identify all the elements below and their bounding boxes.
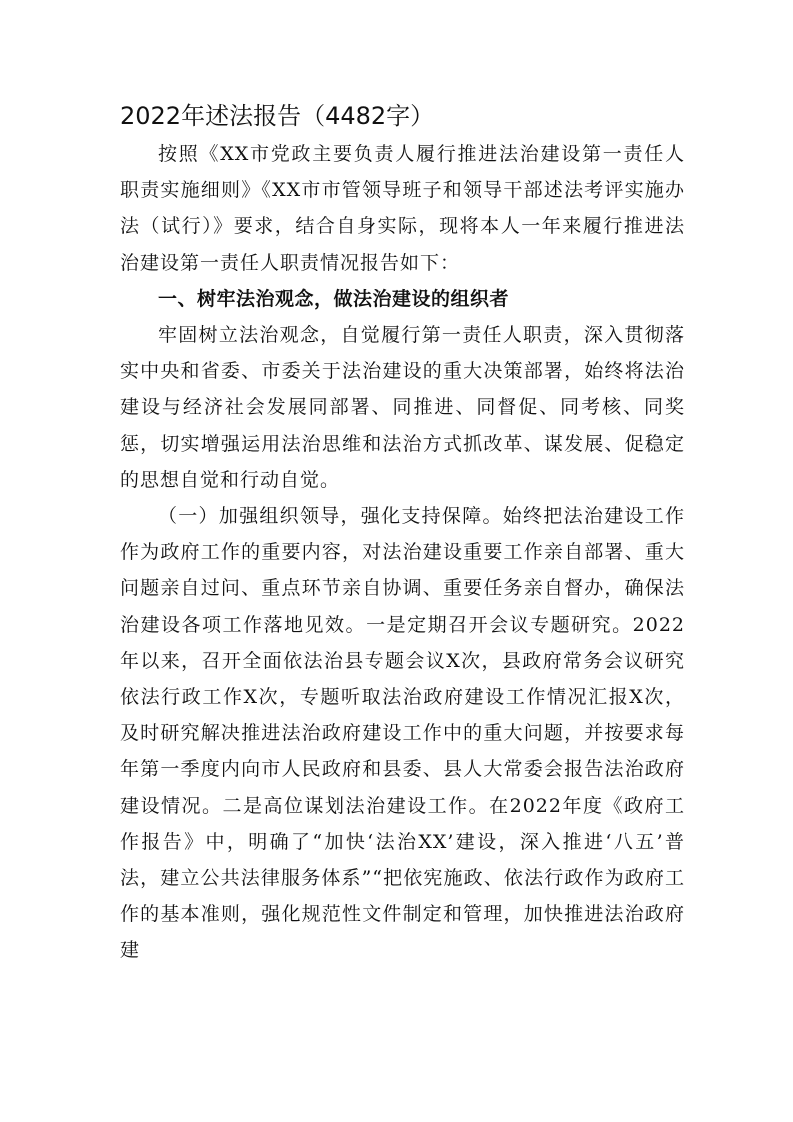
intro-paragraph: 按照《XX市党政主要负责人履行推进法治建设第一责任人职责实施细则》《XX市市管领导班子和领导干部述法考评实施办法（试行）》要求，结合自身实际，现将本人一年来履行推进法治建设第一责任人职责情况报告如下：	[120, 143, 685, 274]
section-paragraph: （一）加强组织领导，强化支持保障。始终把法治建设工作作为政府工作的重要内容，对法治建设重要工作亲自部署、重大问题亲自过问、重点环节亲自协调、重要任务亲自督办，确保法治建设各项工作落地见效。一是定期召开会议专题研究。2022年以来，召开全面依法治县专题会议X次，县政府常务会议研究依法行政工作X次，专题听取法治政府建设工作情况汇报X次，及时研究解决推进法治政府建设工作中的重大问题，并按要求每年第一季度内向市人民政府和县委、县人大常委会报告法治政府建设情况。二是高位谋划法治建设工作。在2022年度《政府工作报告》中，明确了“加快‘法治XX’建设，深入推进‘八五’普法，建立公共法律服务体系”“把依宪施政、依法行政作为政府工作的基本准则，强化规范性文件制定和管理，加快推进法治政府建	[120, 505, 685, 962]
document-title: 2022年述法报告（4482字）	[120, 102, 435, 130]
section-heading: 一、树牢法治观念，做法治建设的组织者	[158, 287, 510, 310]
document-page	[120, 96, 685, 969]
section-paragraph: 牢固树立法治观念，自觉履行第一责任人职责，深入贯彻落实中央和省委、市委关于法治建设的重大决策部署，始终将法治建设与经济社会发展同部署、同推进、同督促、同考核、同奖惩，切实增强运用法治思维和法治方式抓改革、谋发展、促稳定的思想自觉和行动自觉。	[120, 324, 685, 491]
